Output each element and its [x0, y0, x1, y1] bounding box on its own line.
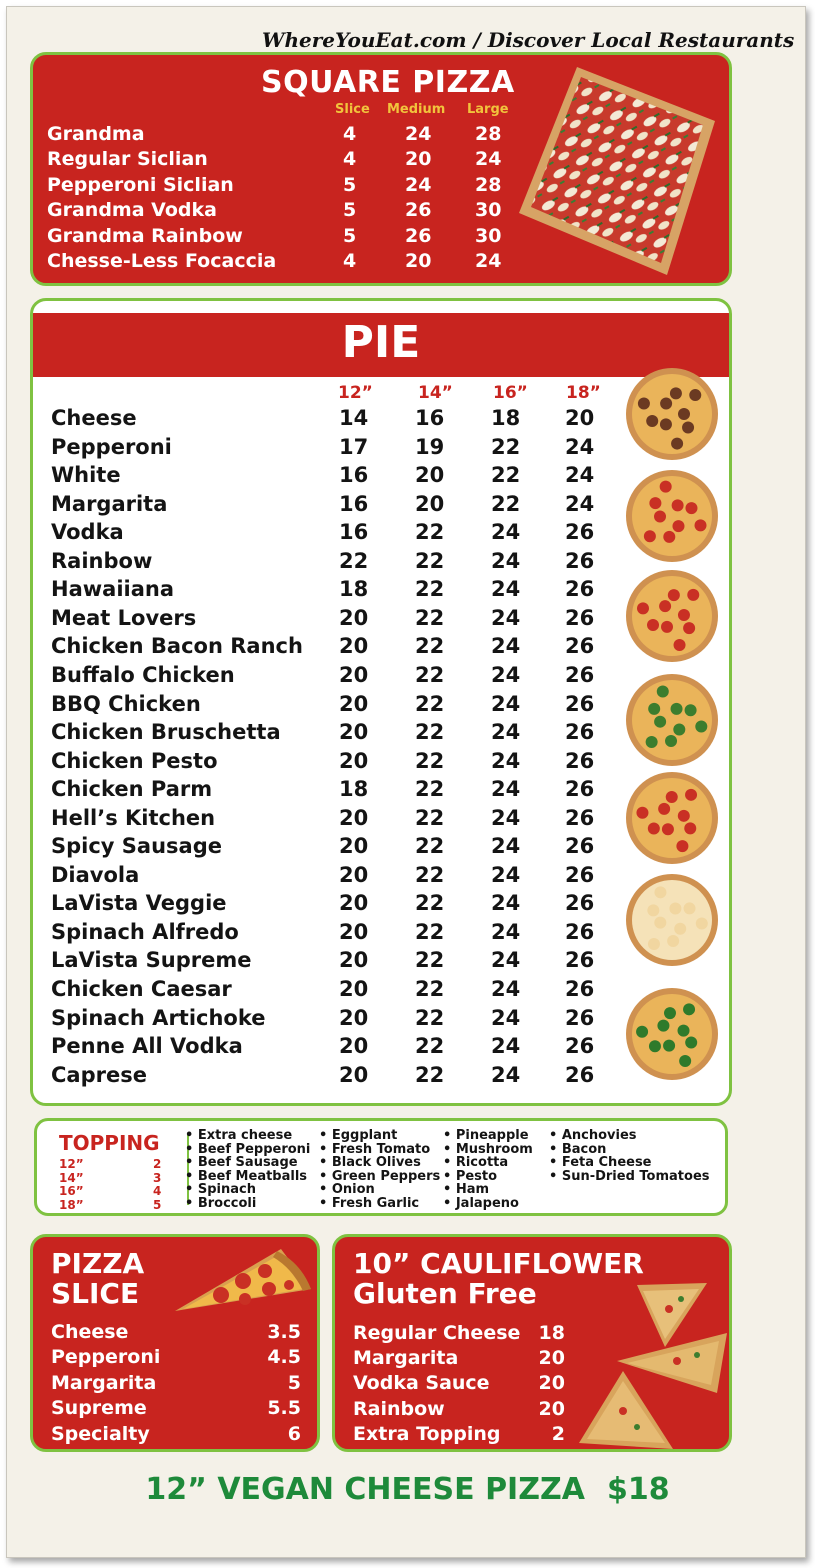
menu-item: [51, 863, 621, 891]
topping-item: • Bacon: [549, 1141, 607, 1157]
menu-item: [51, 806, 621, 834]
item-price: 26: [565, 662, 595, 687]
item-name: Chicken Bacon Ranch: [51, 634, 303, 659]
item-price: 26: [565, 1062, 595, 1087]
topping-section: [34, 1118, 728, 1216]
pizza-photo: [625, 569, 719, 663]
pizza-slice-photo: [173, 1245, 313, 1321]
menu-item: [47, 250, 517, 276]
item-name: Pepperoni Siclian: [47, 173, 234, 196]
cauliflower-section: [332, 1234, 732, 1452]
menu-item: [51, 435, 621, 463]
item-price: 26: [565, 862, 595, 887]
item-price: 20: [405, 148, 432, 171]
item-price: 22: [415, 948, 445, 973]
item-price: 16: [415, 406, 445, 430]
menu-item: [51, 1423, 301, 1447]
item-price: 24: [405, 123, 432, 145]
pizza-slice-section: [30, 1234, 320, 1452]
menu-item: [51, 406, 621, 434]
item-price: 20: [339, 605, 369, 630]
item-name: LaVista Supreme: [51, 948, 252, 973]
pie-title: PIE: [341, 317, 421, 368]
item-price: 30: [475, 224, 502, 247]
item-name: Margarita: [51, 1371, 157, 1394]
column-header-12: 12”: [338, 383, 373, 403]
item-price: 4: [343, 250, 357, 272]
menu-item: [47, 174, 517, 200]
item-name: Spinach Artichoke: [51, 1005, 266, 1030]
item-price: 26: [405, 199, 432, 222]
item-price: 22: [415, 662, 445, 687]
item-price: 24: [491, 1062, 521, 1087]
item-price: 20: [339, 891, 369, 916]
item-name: Vodka Sauce: [353, 1372, 490, 1395]
item-name: Hawaiiana: [51, 577, 175, 602]
item-price: 20: [339, 1062, 369, 1087]
item-name: Chesse-Less Focaccia: [47, 250, 277, 272]
topping-item: • Feta Cheese: [549, 1155, 652, 1171]
item-name: Hell’s Kitchen: [51, 805, 216, 830]
item-price: 18: [491, 406, 521, 430]
menu-item: [51, 492, 621, 520]
item-price: 22: [415, 520, 445, 545]
menu-item: [51, 520, 621, 548]
topping-item: • Ricotta: [443, 1155, 509, 1171]
item-price: 28: [475, 123, 502, 145]
item-name: Specialty: [51, 1422, 150, 1445]
item-price: 24: [491, 1005, 521, 1030]
menu-item: [51, 920, 621, 948]
topping-item: • Black Olives: [319, 1155, 421, 1171]
item-name: Cheese: [51, 1321, 129, 1343]
menu-item: [51, 720, 621, 748]
item-price: 26: [565, 634, 595, 659]
item-price: 22: [491, 463, 521, 488]
item-price: 16: [339, 491, 369, 516]
menu-item: [51, 777, 621, 805]
menu-item: [51, 606, 621, 634]
item-price: 5: [343, 224, 357, 247]
item-price: 22: [415, 605, 445, 630]
item-price: 24: [491, 577, 521, 602]
item-name: Chicken Pesto: [51, 748, 218, 773]
topping-item: • Jalapeno: [443, 1195, 519, 1211]
item-price: 26: [405, 224, 432, 247]
pizza-slice-title-line2: SLICE: [51, 1277, 140, 1310]
item-price: 24: [491, 720, 521, 745]
item-price: 22: [415, 805, 445, 830]
item-name: Rainbow: [353, 1397, 445, 1420]
item-name: BBQ Chicken: [51, 691, 201, 716]
item-name: Regular Siclian: [47, 148, 208, 171]
item-price: 5.5: [267, 1397, 301, 1420]
item-name: Margarita: [353, 1347, 459, 1370]
topping-size: 14”: [59, 1170, 84, 1185]
menu-item: [51, 549, 621, 577]
item-price: 22: [415, 634, 445, 659]
item-name: White: [51, 463, 121, 488]
item-price: 20: [565, 406, 595, 430]
item-name: Chicken Caesar: [51, 977, 232, 1001]
item-name: Grandma: [47, 123, 145, 145]
menu-item: [51, 634, 621, 662]
item-price: 20: [339, 662, 369, 687]
item-name: Chicken Bruschetta: [51, 720, 281, 745]
menu-item: [353, 1372, 565, 1396]
item-price: 20: [339, 948, 369, 973]
item-name: Spicy Sausage: [51, 834, 222, 859]
item-price: 20: [339, 691, 369, 716]
item-price: 4: [343, 148, 357, 171]
menu-item: [51, 692, 621, 720]
item-name: Diavola: [51, 862, 140, 887]
topping-size: 16”: [59, 1184, 84, 1199]
item-price: 6: [287, 1422, 301, 1445]
menu-item: [47, 148, 517, 174]
item-price: 20: [339, 634, 369, 659]
pie-section: [30, 298, 732, 1106]
topping-list: [549, 1129, 710, 1183]
topping-item: • Sun-Dried Tomatoes: [549, 1168, 710, 1184]
topping-price-row: [59, 1157, 167, 1171]
item-price: 20: [339, 720, 369, 745]
item-price: 24: [491, 948, 521, 973]
topping-price: 4: [153, 1184, 162, 1199]
menu-item: [51, 1346, 301, 1370]
item-price: 24: [491, 748, 521, 773]
item-price: 16: [339, 520, 369, 545]
item-price: 24: [491, 919, 521, 944]
watermark: WhereYouEat.com / Discover Local Restaurants: [262, 28, 795, 52]
item-price: 24: [491, 691, 521, 716]
column-header-16: 16”: [493, 383, 528, 403]
item-price: 30: [475, 199, 502, 222]
item-price: 26: [565, 548, 595, 573]
item-price: 5: [287, 1371, 301, 1394]
item-price: 20: [415, 491, 445, 516]
item-price: 26: [565, 805, 595, 830]
pizza-slice-title: [51, 1249, 144, 1309]
topping-item: • Eggplant: [319, 1128, 398, 1143]
menu-item: [47, 199, 517, 225]
topping-size: 12”: [59, 1157, 84, 1171]
square-pizza-photo: [517, 63, 717, 277]
topping-item: • Mushroom: [443, 1141, 533, 1157]
item-price: 4: [343, 123, 357, 145]
item-name: Penne All Vodka: [51, 1034, 243, 1059]
topping-price-row: [59, 1198, 167, 1212]
topping-item: • Beef Meatballs: [185, 1168, 308, 1184]
item-price: 22: [415, 1034, 445, 1059]
item-price: 26: [565, 691, 595, 716]
menu-item: [51, 891, 621, 919]
item-name: LaVista Veggie: [51, 891, 227, 916]
square-pizza-section: [30, 52, 732, 286]
menu-item: [51, 577, 621, 605]
cauliflower-title-line1: 10” CAULIFLOWER: [353, 1247, 644, 1280]
item-price: 17: [339, 434, 369, 459]
item-price: 22: [415, 1062, 445, 1087]
item-price: 26: [565, 520, 595, 545]
item-price: 20: [339, 805, 369, 830]
item-price: 20: [339, 977, 369, 1001]
item-price: 24: [491, 891, 521, 916]
cauliflower-pizza-photo: [577, 1281, 729, 1451]
cauliflower-title-line2: Gluten Free: [353, 1277, 537, 1310]
pizza-photo: [625, 987, 719, 1081]
item-price: 24: [475, 148, 502, 171]
vegan-price: $18: [606, 1472, 670, 1507]
item-name: Margarita: [51, 491, 168, 516]
item-price: 22: [415, 777, 445, 802]
item-price: 26: [565, 834, 595, 859]
item-price: 24: [491, 805, 521, 830]
topping-item: • Beef Pepperoni: [185, 1141, 311, 1157]
item-price: 18: [538, 1322, 565, 1344]
menu-item: [47, 225, 517, 251]
topping-item: • Pesto: [443, 1168, 498, 1184]
item-price: 24: [491, 1034, 521, 1059]
item-price: 26: [565, 977, 595, 1001]
item-price: 26: [565, 891, 595, 916]
column-header-14: 14”: [418, 383, 453, 403]
item-price: 19: [415, 434, 445, 459]
item-name: Caprese: [51, 1062, 147, 1087]
item-name: Spinach Alfredo: [51, 919, 239, 944]
item-price: 20: [339, 919, 369, 944]
item-price: 16: [339, 463, 369, 488]
item-price: 24: [491, 634, 521, 659]
item-price: 24: [491, 977, 521, 1001]
item-price: 24: [491, 834, 521, 859]
item-name: Grandma Rainbow: [47, 224, 243, 247]
topping-item: • Spinach: [185, 1182, 256, 1198]
topping-item: • Broccoli: [185, 1195, 257, 1211]
menu-item: [51, 749, 621, 777]
topping-price-row: [59, 1171, 167, 1185]
item-price: 5: [343, 199, 357, 222]
item-price: 22: [415, 834, 445, 859]
item-price: 26: [565, 1034, 595, 1059]
vegan-pizza-banner: [0, 1472, 815, 1507]
item-price: 22: [415, 720, 445, 745]
menu-item: [47, 123, 517, 149]
item-price: 22: [415, 1005, 445, 1030]
item-price: 20: [339, 1005, 369, 1030]
topping-item: • Pineapple: [443, 1128, 529, 1143]
item-price: 24: [565, 491, 595, 516]
topping-item: • Fresh Garlic: [319, 1195, 420, 1211]
pizza-photo: [625, 673, 719, 767]
menu-item: [51, 663, 621, 691]
menu-item: [353, 1423, 565, 1447]
column-header-large: Large: [467, 102, 509, 117]
item-name: Buffalo Chicken: [51, 662, 235, 687]
item-name: Cheese: [51, 406, 137, 430]
item-price: 24: [565, 434, 595, 459]
topping-item: • Anchovies: [549, 1128, 637, 1143]
item-price: 18: [339, 577, 369, 602]
menu-item: [51, 1397, 301, 1421]
item-price: 26: [565, 720, 595, 745]
item-price: 20: [339, 1034, 369, 1059]
item-price: 26: [565, 919, 595, 944]
item-name: Meat Lovers: [51, 605, 197, 630]
item-price: 22: [415, 548, 445, 573]
item-price: 20: [339, 862, 369, 887]
pizza-photo: [625, 367, 719, 461]
topping-size: 18”: [59, 1197, 84, 1212]
item-price: 24: [475, 250, 502, 272]
item-name: Pepperoni: [51, 434, 172, 459]
column-header-medium: Medium: [387, 102, 446, 117]
menu-item: [51, 463, 621, 491]
item-price: 26: [565, 1005, 595, 1030]
item-name: Supreme: [51, 1397, 147, 1420]
item-price: 20: [415, 463, 445, 488]
item-price: 3.5: [267, 1321, 301, 1343]
menu-item: [51, 834, 621, 862]
pizza-photo: [625, 469, 719, 563]
topping-price: 5: [153, 1197, 162, 1212]
item-price: 26: [565, 577, 595, 602]
menu-item: [353, 1322, 565, 1346]
topping-item: • Beef Sausage: [185, 1155, 298, 1171]
item-price: 22: [415, 977, 445, 1001]
item-price: 26: [565, 748, 595, 773]
item-price: 22: [415, 577, 445, 602]
menu-item: [51, 1034, 621, 1062]
topping-item: • Onion: [319, 1182, 375, 1198]
menu-item: [51, 1321, 301, 1345]
item-price: 20: [339, 834, 369, 859]
item-price: 22: [415, 862, 445, 887]
item-price: 24: [491, 605, 521, 630]
item-name: Vodka: [51, 520, 124, 545]
menu-item: [51, 977, 621, 1005]
item-name: Regular Cheese: [353, 1322, 521, 1344]
item-price: 24: [565, 463, 595, 488]
item-price: 24: [491, 662, 521, 687]
item-price: 22: [491, 434, 521, 459]
item-price: 22: [415, 891, 445, 916]
item-price: 26: [565, 948, 595, 973]
menu-item: [353, 1347, 565, 1371]
item-price: 4.5: [267, 1346, 301, 1369]
item-price: 22: [415, 691, 445, 716]
item-price: 20: [405, 250, 432, 272]
item-price: 5: [343, 173, 357, 196]
item-price: 18: [339, 777, 369, 802]
topping-list: [319, 1129, 440, 1211]
item-name: Chicken Parm: [51, 777, 213, 802]
pizza-slice-title-line1: PIZZA: [51, 1247, 145, 1280]
topping-price: 3: [153, 1170, 162, 1185]
item-price: 22: [491, 491, 521, 516]
item-price: 20: [538, 1372, 565, 1395]
item-name: Extra Topping: [353, 1422, 501, 1445]
topping-title: TOPPING: [59, 1131, 160, 1155]
topping-item: • Ham: [443, 1182, 490, 1198]
item-price: 24: [491, 777, 521, 802]
item-price: 24: [491, 548, 521, 573]
item-price: 20: [339, 748, 369, 773]
item-price: 22: [415, 919, 445, 944]
menu-item: [51, 948, 621, 976]
topping-list: [185, 1129, 310, 1211]
item-name: Grandma Vodka: [47, 199, 217, 222]
item-price: 22: [415, 748, 445, 773]
pizza-photo: [625, 771, 719, 865]
topping-item: • Fresh Tomato: [319, 1141, 431, 1157]
pizza-photo: [625, 873, 719, 967]
square-pizza-title: SQUARE PIZZA: [261, 65, 515, 100]
item-name: Rainbow: [51, 548, 153, 573]
menu-item: [353, 1398, 565, 1422]
item-price: 24: [491, 862, 521, 887]
item-price: 20: [538, 1347, 565, 1370]
item-price: 24: [405, 173, 432, 196]
item-price: 22: [339, 548, 369, 573]
item-price: 28: [475, 173, 502, 196]
menu-item: [51, 1063, 621, 1091]
item-price: 26: [565, 777, 595, 802]
column-header-slice: Slice: [335, 102, 370, 117]
topping-item: • Extra cheese: [185, 1128, 293, 1143]
item-price: 2: [551, 1422, 565, 1445]
item-name: Pepperoni: [51, 1346, 161, 1369]
topping-item: • Green Peppers: [319, 1168, 441, 1184]
topping-price-row: [59, 1184, 167, 1198]
item-price: 26: [565, 605, 595, 630]
column-header-18: 18”: [566, 383, 601, 403]
topping-price: 2: [153, 1157, 162, 1171]
menu-item: [51, 1006, 621, 1034]
item-price: 20: [538, 1397, 565, 1420]
topping-list: [443, 1129, 533, 1211]
item-price: 24: [491, 520, 521, 545]
vegan-label: 12” VEGAN CHEESE PIZZA: [145, 1472, 585, 1507]
item-price: 14: [339, 406, 369, 430]
menu-item: [51, 1372, 301, 1396]
